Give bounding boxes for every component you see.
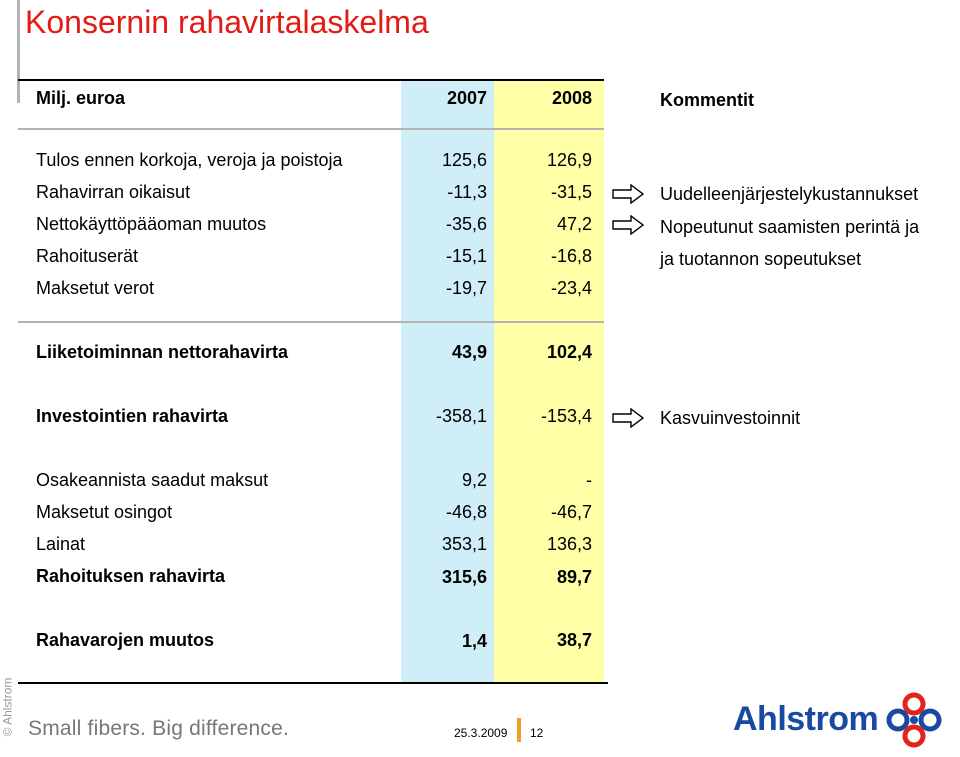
table-row-label: Rahavirran oikaisut (36, 182, 191, 202)
arrow-right-icon (612, 215, 644, 235)
comments-header: Kommentit (660, 90, 754, 110)
arrow-right-icon (612, 184, 644, 204)
operating-total-label: Liiketoiminnan nettorahavirta (36, 342, 289, 362)
value-2008: -31,5 (550, 182, 592, 202)
value-2008: 136,3 (546, 534, 592, 554)
investing-total-2008: -153,4 (540, 406, 592, 426)
investing-total-2007: -358,1 (435, 406, 487, 426)
table-row-label: Tulos ennen korkoja, veroja ja poistoja (36, 150, 343, 170)
table-bottom-rule (18, 682, 608, 684)
table-row-label: Rahoituserät (36, 246, 139, 266)
year-2008-header: 2008 (551, 88, 592, 108)
cash-change-2007: 1,4 (461, 631, 487, 651)
value-2007: 125,6 (441, 150, 487, 170)
value-2008: -23,4 (550, 278, 592, 298)
year-2007-header: 2007 (446, 88, 487, 108)
title-accent-line (17, 0, 20, 103)
section-rule (18, 321, 604, 323)
page-title: Konsernin rahavirtalaskelma (25, 4, 429, 40)
value-2008: 126,9 (546, 150, 592, 170)
operating-total-2007: 43,9 (451, 342, 487, 362)
footer-slogan: Small fibers. Big difference. (28, 717, 290, 740)
table-row-label: Nettokäyttöpääoman muutos (36, 214, 267, 234)
cash-change-2008: 38,7 (556, 630, 592, 650)
comment-restructuring: Uudelleenjärjestelykustannukset (660, 184, 919, 204)
value-2008: -16,8 (550, 246, 592, 266)
comment-growth-investments: Kasvuinvestoinnit (660, 408, 801, 428)
value-2008: 47,2 (556, 214, 592, 234)
value-2007: -35,6 (445, 214, 487, 234)
footer-date: 25.3.2009 (454, 726, 508, 740)
unit-label: Milj. euroa (36, 88, 126, 108)
brand-wordmark: Ahlstrom (733, 700, 879, 738)
investing-total-label: Investointien rahavirta (36, 406, 229, 426)
ahlstrom-logo-icon (878, 690, 950, 752)
value-2007: 353,1 (441, 534, 487, 554)
cash-change-label: Rahavarojen muutos (36, 630, 215, 650)
value-2007: -19,7 (445, 278, 487, 298)
table-row-label: Maksetut verot (36, 278, 155, 298)
operating-total-2008: 102,4 (546, 342, 592, 362)
value-2008: -46,7 (550, 502, 592, 522)
value-2007: 9,2 (461, 470, 487, 490)
financing-total-2007: 315,6 (441, 567, 487, 587)
value-2008: - (586, 470, 592, 490)
value-2007: -46,8 (445, 502, 487, 522)
page-number-divider (517, 718, 521, 742)
copyright-text: © Ahlstrom (0, 677, 15, 737)
table-row-label: Osakeannista saadut maksut (36, 470, 269, 490)
header-bottom-rule (18, 128, 604, 130)
header-top-rule (18, 79, 604, 81)
table-row-label: Lainat (36, 534, 86, 554)
comment-receivables: Nopeutunut saamisten perintä ja (660, 217, 920, 237)
financing-total-label: Rahoituksen rahavirta (36, 566, 226, 586)
page-number: 12 (530, 726, 544, 740)
value-2007: -15,1 (445, 246, 487, 266)
arrow-right-icon (612, 408, 644, 428)
comment-production: ja tuotannon sopeutukset (660, 249, 862, 269)
value-2007: -11,3 (447, 182, 487, 202)
table-row-label: Maksetut osingot (36, 502, 173, 522)
financing-total-2008: 89,7 (556, 567, 592, 587)
